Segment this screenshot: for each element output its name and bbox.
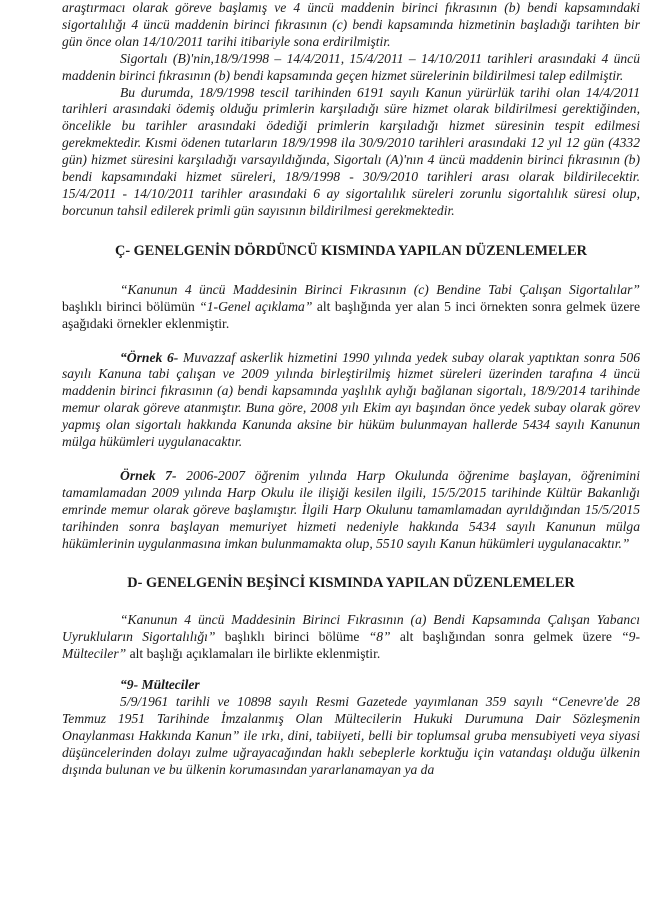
text-sonra: alt başlığından sonra gelmek üzere	[390, 629, 622, 645]
paragraph-bu-durumda: Bu durumda, 18/9/1998 tescil tarihinden 6191 sayılı Kanun yürürlük tarihi olan 14/4/2011 tarihleri arasındaki ödemiş olduğu primlerin karşıladığı süre hizmet olarak bildirilmesi gerektiğinden, öncelikle bu tarihler arasındaki ödediği primlerin karşıladığı hizmet süresinin tespit edilmesi gerekmektedir. Kısmi ödenen tutarların 18/9/1998 ila 30/9/2010 tarihleri arasındaki 12 yıl 12 gün (4332 gün) hizmet süresini karşıladığı varsayıldığında, Sigortalı (A)'nın 4 üncü maddenin birinci fıkrasının (b) bendi kapsamındaki hizmet süreleri, 18/9/1998 - 30/9/2010 tarihleri arası olarak bildirilecektir. 15/4/2011 - 14/10/2011 tarihler arasındaki 6 ay sigortalılık süreleri zorunlu sigortalılık süresi olup, borcunun tahsil edilerek primli gün sayısının bildirilmesi gerekmektedir.	[62, 84, 640, 218]
paragraph-ornek-7	[62, 468, 640, 553]
paragraph-kanun-4c	[62, 282, 640, 333]
example-7-text: 2006-2007 öğrenim yılında Harp Okulunda öğrenime başlayan, öğrenimini tamamlamadan 2009 yılında Harp Okulu ile ilişiği kesilen ilgili, 15/5/2015 tarihinde Kültür Bakanlığı emrinde memur olarak göreve başlamıştır. İlgili Harp Okulunu tamamlamadan ayrıldığından 15/5/2015 tarihinden sonra başlayan memuriyet hizmeti nedeniyle hakkında 5434 sayılı Kanunun mülga hükümlerinin uygulanmasına imkan bulunmamakta olup, 5510 sayılı Kanun hükümleri uygulanacaktır.”	[62, 467, 640, 551]
text-alt-baslik: alt başlığında yer alan 5 inci örnekten sonra gelmek üzere aşağıdaki örnekler eklenmiştir.	[62, 298, 640, 331]
quoted-9-multeciler: “9-Mülteciler”	[62, 629, 640, 662]
text-resmi-gazete: 5/9/1961 tarihli ve 10898 sayılı Resmi Gazetede yayımlanan 359 sayılı	[120, 694, 551, 710]
paragraph-multeciler	[62, 694, 640, 779]
subheading-multeciler: “9- Mülteciler	[120, 677, 200, 693]
text-eklenmistir: alt başlığı açıklamaları ile birlikte eklenmiştir.	[126, 646, 381, 662]
example-6-label: “Örnek 6-	[120, 349, 179, 365]
paragraph-continuation: araştırmacı olarak göreve başlamış ve 4 üncü maddenin birinci fıkrasının (b) bendi kapsamındaki sigortalılığı 4 üncü maddenin birinci fıkrasının (c) bendi kapsamında hizmetinin başladığı tarihten bir gün önce olan 14/10/2011 tarihi itibariyle sona erdirilmiştir.	[62, 0, 640, 49]
paragraph-sigortali-b: Sigortalı (B)'nin,18/9/1998 – 14/4/2011, 15/4/2011 – 14/10/2011 tarihleri arasındaki 4 üncü maddenin birinci fıkrasının (b) bendi kapsamında geçen hizmet sürelerinin bildirilmesi talep edilmiştir.	[62, 50, 640, 83]
paragraph-ornek-6	[62, 350, 640, 451]
text-basliklu: başlıklı birinci bölümün	[62, 298, 200, 314]
heading-section-d: D- GENELGENİN BEŞİNCİ KISMINDA YAPILAN DÜZENLEMELER	[127, 575, 575, 592]
quoted-title-4c: “Kanunun 4 üncü Maddesinin Birinci Fıkrasının (c) Bendine Tabi Çalışan Sigortalılar”	[120, 281, 640, 297]
text-irki-dini: ile ırkı, dini, tabiiyeti, belli bir toplumsal gruba mensubiyeti veya siyasi düşüncelerinden dolayı zulme uğrayacağından haklı sebeplerle korktuğu için vatandaşı olduğu ülkenin dışında bulunan ve bu ülkenin korumasından yararlanamayan ya da	[62, 727, 640, 777]
quoted-cenevre: “Cenevre'de 28 Temmuz 1951 Tarihinde İmzalanmış Olan Mültecilerin Hukuki Durumuna Dair Sözleşmenin Onaylanması Hakkında Kanun”	[62, 694, 640, 743]
quoted-8: “8”	[368, 629, 391, 645]
quoted-genel-aciklama: “1-Genel açıklama”	[199, 298, 313, 314]
quoted-title-4a: “Kanunun 4 üncü Maddesinin Birinci Fıkrasının (a) Bendi Kapsamında Çalışan Yabancı Uyrukluların Sigortalılığı”	[62, 612, 640, 645]
example-7-label: Örnek 7-	[120, 467, 177, 483]
text-basliklu-2: başlıklı birinci bölüme	[215, 629, 369, 645]
heading-section-c: Ç- GENELGENİN DÖRDÜNCÜ KISMINDA YAPILAN DÜZENLEMELER	[115, 242, 587, 259]
paragraph-kanun-4a	[62, 612, 640, 663]
example-6-text: Muvazzaf askerlik hizmetini 1990 yılında yedek subay olarak yaptıktan sonra 506 sayılı Kanuna tabi çalışan ve 2009 yılında birleştirilmiş hizmet süreleri üzerinden tarafına 4 üncü maddenin birinci fıkrasının (a) bendi kapsamında yaşlılık aylığı bağlanan sigortalı, 18/9/2014 tarihinde memur olarak göreve atanmıştır. Buna göre, 2008 yılı Ekim ayı başından önce yedek subay olarak görev yapmış olan sigortalı hakkında Kanunda aksine bir hüküm bulunmayan hallerde 5434 sayılı Kanunun mülga hükümleri uygulanacaktır.	[62, 349, 640, 450]
